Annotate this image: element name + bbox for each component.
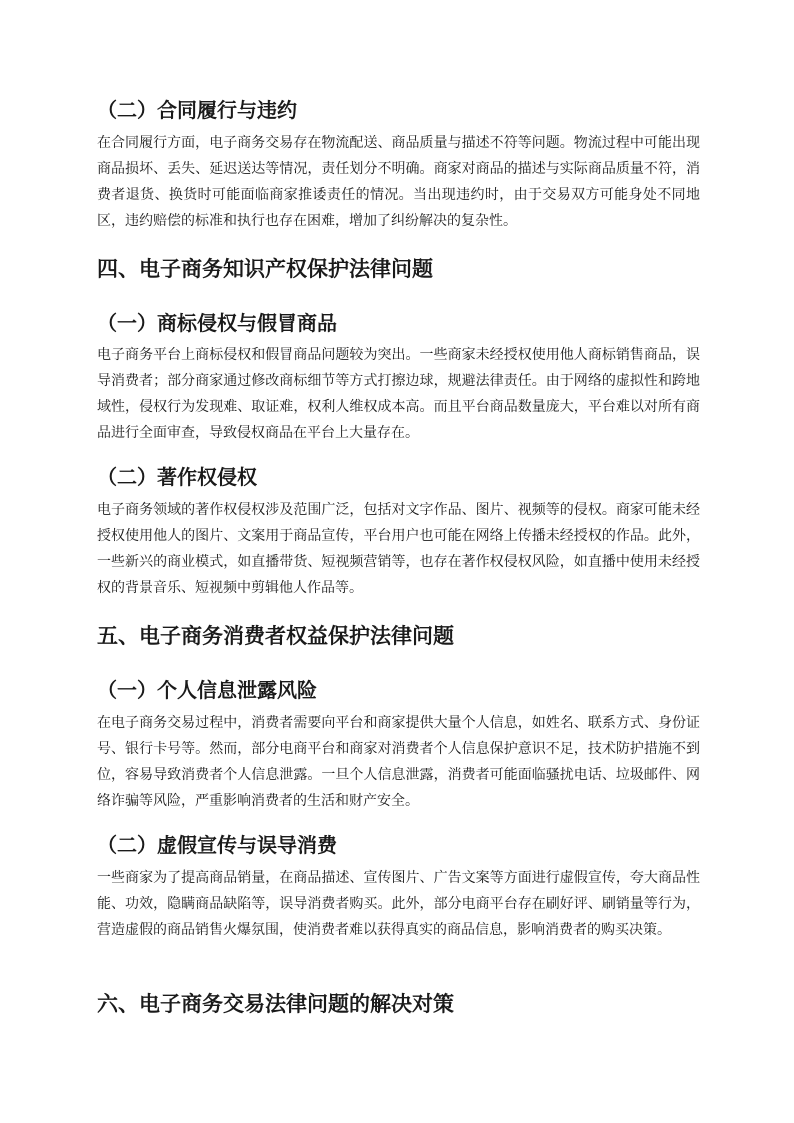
chapter-heading-ip-protection: 四、电子商务知识产权保护法律问题 — [97, 257, 433, 281]
paragraph-false-advertising: 一些商家为了提高商品销量，在商品描述、宣传图片、广告文案等方面进行虚假宣传，夸大商品性能、功效，隐瞒商品缺陷等，误导消费者购买。此外，部分电商平台存在刷好评、刷销量等行为，营造虚假的商品销售火爆氛围，使消费者难以获得真实的商品信息，影响消费者的购买决策。 — [97, 870, 700, 938]
section-heading-personal-info: （一）个人信息泄露风险 — [97, 678, 317, 702]
section-heading-contract-performance: （二）合同履行与违约 — [97, 98, 297, 122]
chapter-heading-consumer-rights: 五、电子商务消费者权益保护法律问题 — [97, 624, 454, 648]
paragraph-copyright: 电子商务领域的著作权侵权涉及范围广泛，包括对文字作品、图片、视频等的侵权。商家可能未经授权使用他人的图片、文案用于商品宣传，平台用户也可能在网络上传播未经授权的作品。此外，一些新兴的商业模式，如直播带货、短视频营销等，也存在著作权侵权风险，如直播中使用未经授权的背景音乐、短视频中剪辑他人作品等。 — [97, 502, 700, 596]
paragraph-personal-info: 在电子商务交易过程中，消费者需要向平台和商家提供大量个人信息，如姓名、联系方式、身份证号、银行卡号等。然而，部分电商平台和商家对消费者个人信息保护意识不足，技术防护措施不到位，容易导致消费者个人信息泄露。一旦个人信息泄露，消费者可能面临骚扰电话、垃圾邮件、网络诈骗等风险，严重影响消费者的生活和财产安全。 — [97, 715, 700, 809]
section-heading-trademark: （一）商标侵权与假冒商品 — [97, 311, 337, 335]
chapter-heading-solutions: 六、电子商务交易法律问题的解决对策 — [97, 992, 454, 1016]
paragraph-contract-performance: 在合同履行方面，电子商务交易存在物流配送、商品质量与描述不符等问题。物流过程中可能出现商品损坏、丢失、延迟送达等情况，责任划分不明确。商家对商品的描述与实际商品质量不符，消费者退货、换货时可能面临商家推诿责任的情况。当出现违约时，由于交易双方可能身处不同地区，违约赔偿的标准和执行也存在困难，增加了纠纷解决的复杂性。 — [97, 135, 700, 229]
section-heading-copyright: （二）著作权侵权 — [97, 465, 257, 489]
section-heading-false-advertising: （二）虚假宣传与误导消费 — [97, 833, 337, 857]
paragraph-trademark: 电子商务平台上商标侵权和假冒商品问题较为突出。一些商家未经授权使用他人商标销售商品，误导消费者；部分商家通过修改商标细节等方式打擦边球，规避法律责任。由于网络的虚拟性和跨地域性，侵权行为发现难、取证难，权利人维权成本高。而且平台商品数量庞大，平台难以对所有商品进行全面审查，导致侵权商品在平台上大量存在。 — [97, 347, 700, 441]
